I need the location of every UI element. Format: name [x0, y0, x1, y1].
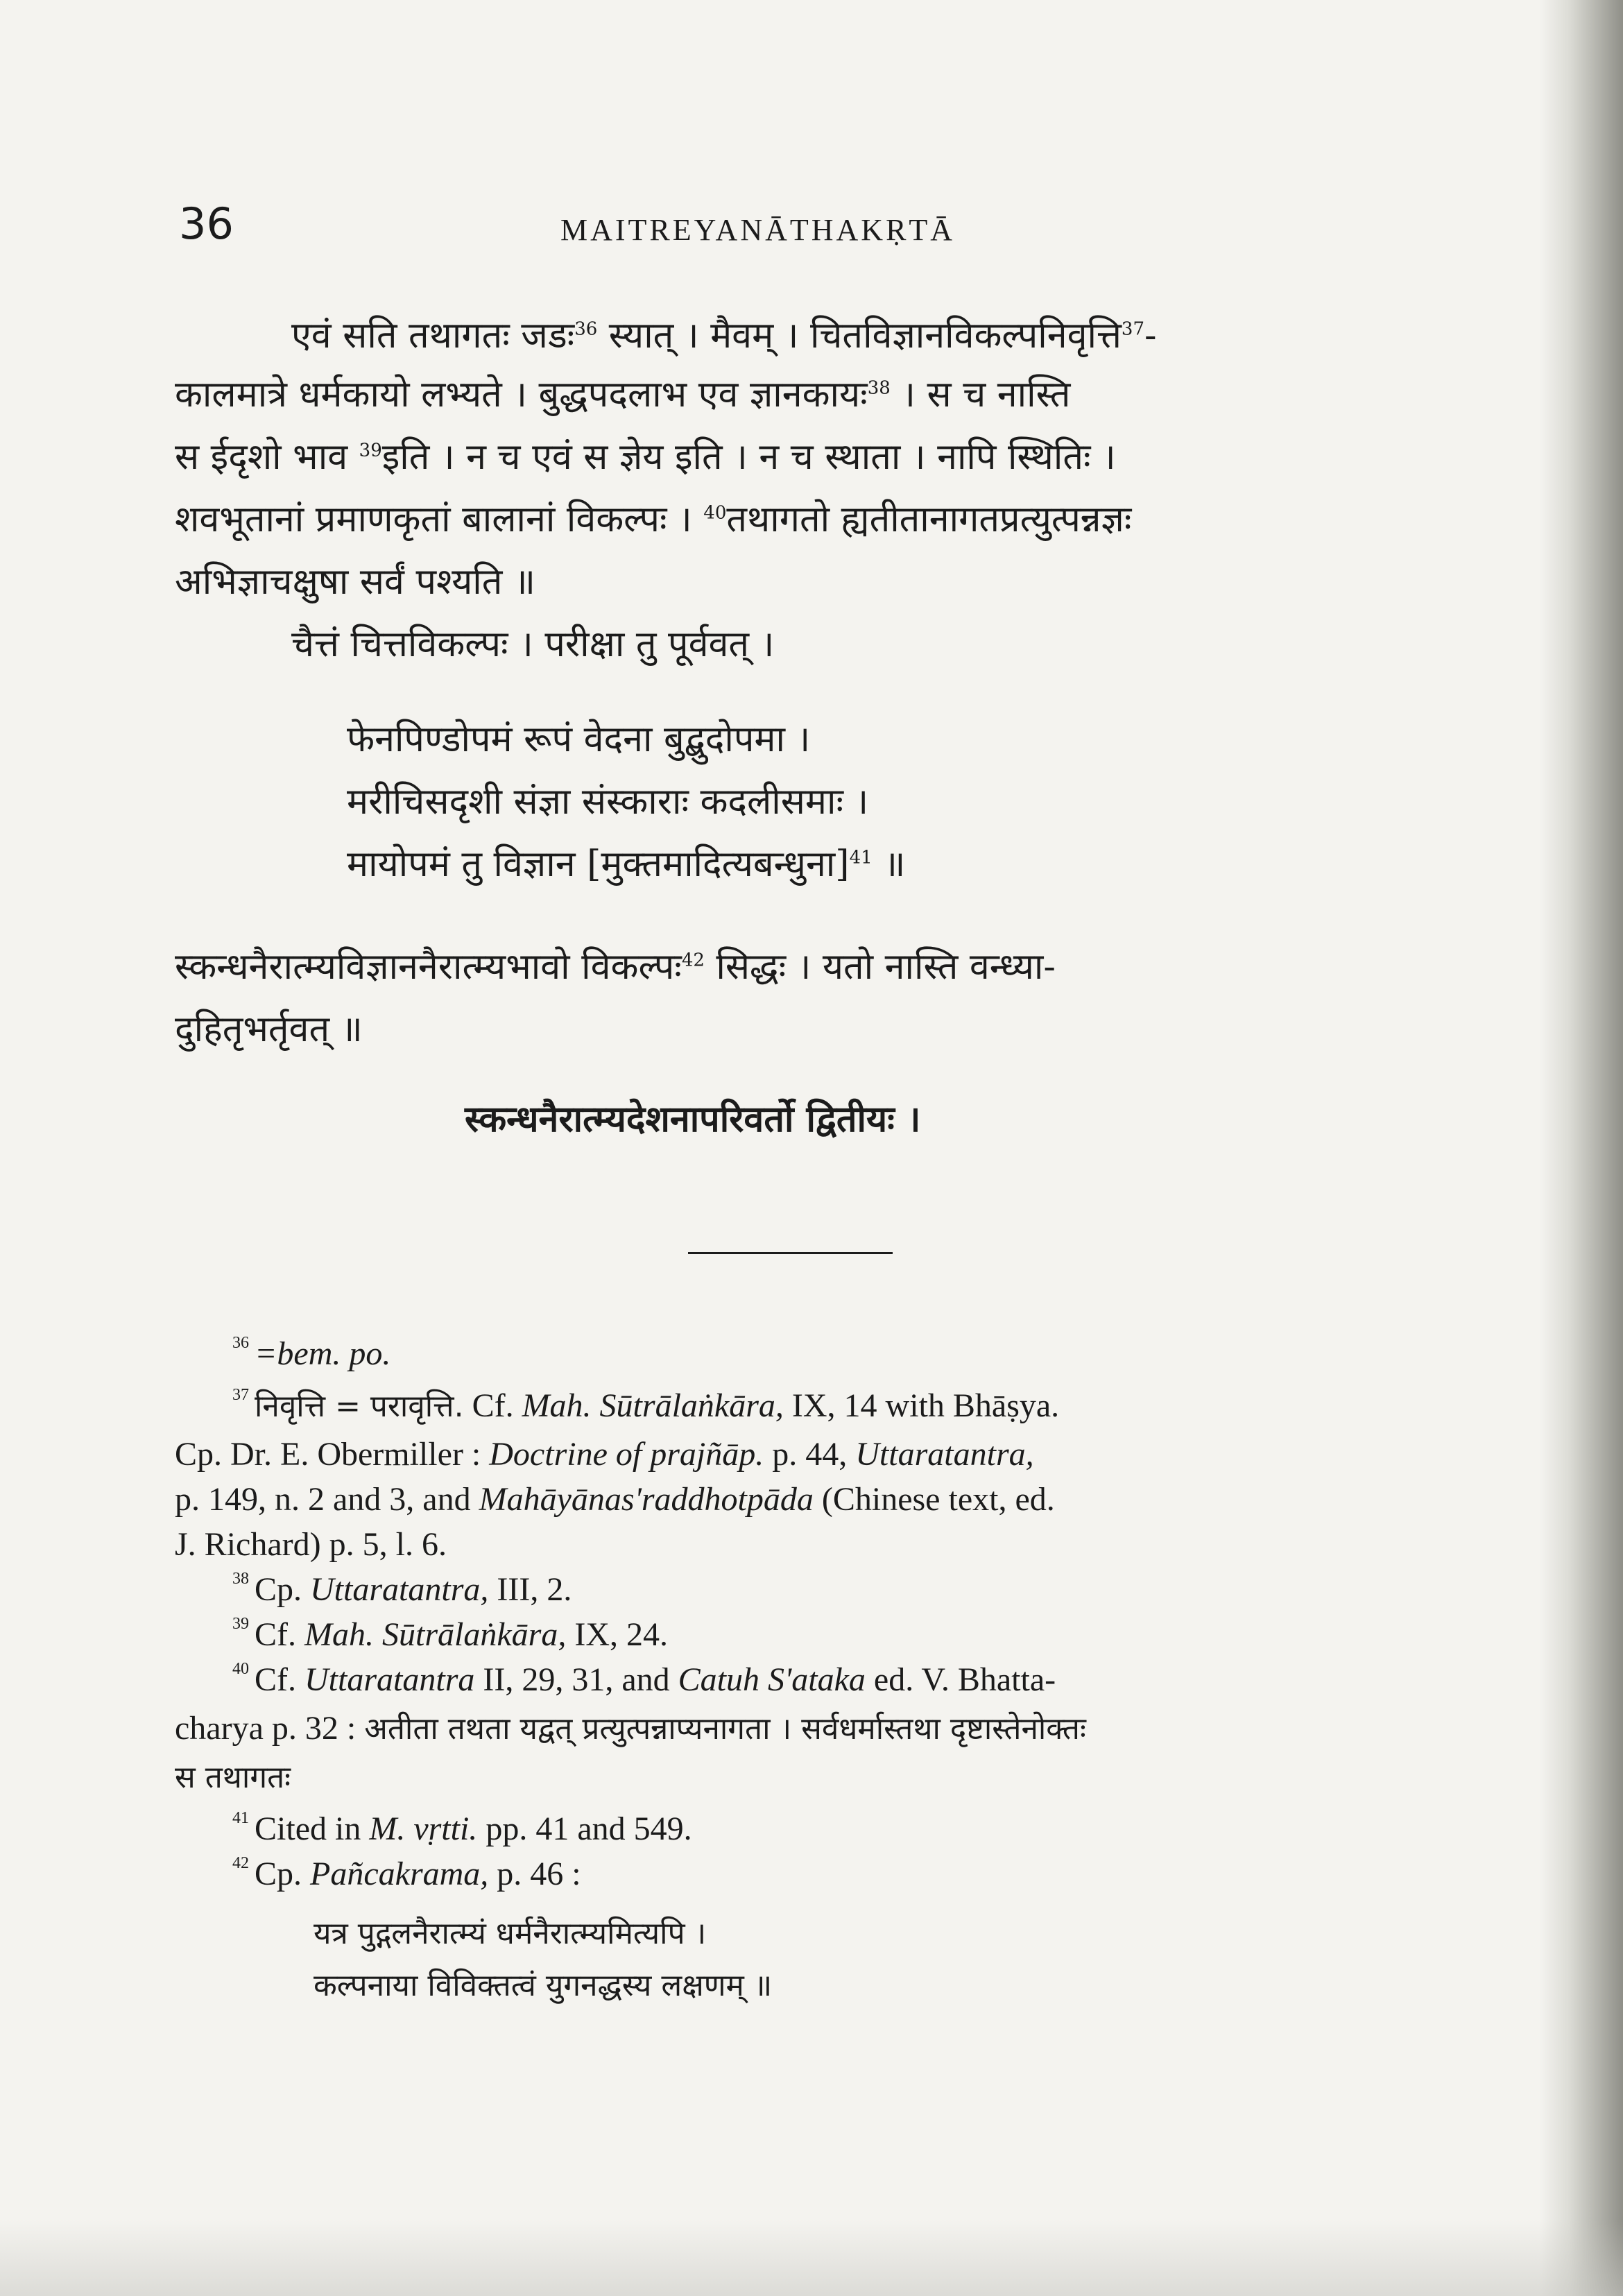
footnote-36: $^{36}$ =bem. po. [232, 1334, 391, 1372]
scan-bottom-shade [0, 2220, 1623, 2296]
body-line-1: एवं सति तथागतः जडः$^{36}$ स्यात् । मैवम् । चितविज्ञानविकल्पनिवृत्ति$^{37}$- [291, 315, 1157, 357]
footnote-42: $^{42}$ Cp. Pañcakrama, p. 46 : [232, 1854, 581, 1892]
body-line-6: चैत्तं चित्तविकल्पः । परीक्षा तु पूर्ववत् । [291, 624, 775, 665]
footnote-37-line-4: J. Richard) p. 5, l. 6. [175, 1526, 447, 1563]
footnote-41: $^{41}$ Cited in M. vṛtti. pp. 41 and 549. [232, 1809, 692, 1847]
verse-line-1: फेनपिण्डोपमं रूपं वेदना बुद्बुदोपमा । [347, 719, 811, 760]
body-line-4: शवभूतानां प्रमाणकृतां बालानां विकल्पः । $^{40}$तथागतो ह्यतीतानागतप्रत्युत्पन्नज्ञः [175, 499, 1132, 540]
scan-shadow-edge [1540, 0, 1623, 2296]
footnote-40-line-3: स तथागतः [175, 1760, 291, 1795]
verse-line-2: मरीचिसदृशी संज्ञा संस्काराः कदलीसमाः । [347, 781, 869, 823]
closing-line-1: स्कन्धनैरात्म्यविज्ञाननैरात्म्यभावो विकल्पः$^{42}$ सिद्धः । यतो नास्ति वन्ध्या- [175, 946, 1056, 988]
page-number: 36 [179, 198, 234, 249]
footnote-divider [688, 1252, 893, 1254]
running-title: MAITREYANĀTHAKṚTĀ [560, 213, 956, 247]
footnote-40-line-2: charya p. 32 : अतीता तथता यद्वत् प्रत्युत्पन्नाप्यनागता । सर्वधर्मास्तथा दृष्टास्तेनोक्तः [175, 1710, 1086, 1747]
footnote-39: $^{39}$ Cf. Mah. Sūtrālaṅkāra, IX, 24. [232, 1615, 668, 1653]
footnote-37-line-2: Cp. Dr. E. Obermiller : Doctrine of prajñāp. p. 44, Uttaratantra, [175, 1436, 1034, 1473]
chapter-colophon: स्कन्धनैरात्म्यदेशनापरिवर्तो द्वितीयः । [465, 1098, 921, 1140]
body-line-2: कालमात्रे धर्मकायो लभ्यते । बुद्धपदलाभ एव ज्ञानकायः$^{38}$ । स च नास्ति [175, 374, 1071, 415]
closing-line-2: दुहितृभर्तृवत् ॥ [175, 1009, 363, 1050]
footnote-37: $^{37}$ निवृत्ति = परावृत्ति. Cf. Mah. Sūtrālaṅkāra, IX, 14 with Bhāṣya. [232, 1386, 1060, 1424]
footnote-42-verse-2: कल्पनाया विविक्तत्वं युगनद्धस्य लक्षणम् ॥ [314, 1968, 773, 2003]
body-line-3: स ईदृशो भाव $^{39}$इति । न च एवं स ज्ञेय इति । न च स्थाता । नापि स्थितिः । [175, 436, 1116, 478]
footnote-42-verse-1: यत्र पुद्गलनैरात्म्यं धर्मनैरात्म्यमित्यपि । [314, 1916, 707, 1951]
verse-line-3: मायोपमं तु विज्ञान [मुक्तमादित्यबन्धुना]$^{41}$ ॥ [347, 843, 906, 885]
footnote-37-line-3: p. 149, n. 2 and 3, and Mahāyānas'raddhotpāda (Chinese text, ed. [175, 1481, 1055, 1518]
footnote-40: $^{40}$ Cf. Uttaratantra II, 29, 31, and Catuh S'ataka ed. V. Bhatta- [232, 1660, 1056, 1698]
footnote-38: $^{38}$ Cp. Uttaratantra, III, 2. [232, 1570, 572, 1608]
body-line-5: अभिज्ञाचक्षुषा सर्वं पश्यति ॥ [175, 561, 536, 603]
